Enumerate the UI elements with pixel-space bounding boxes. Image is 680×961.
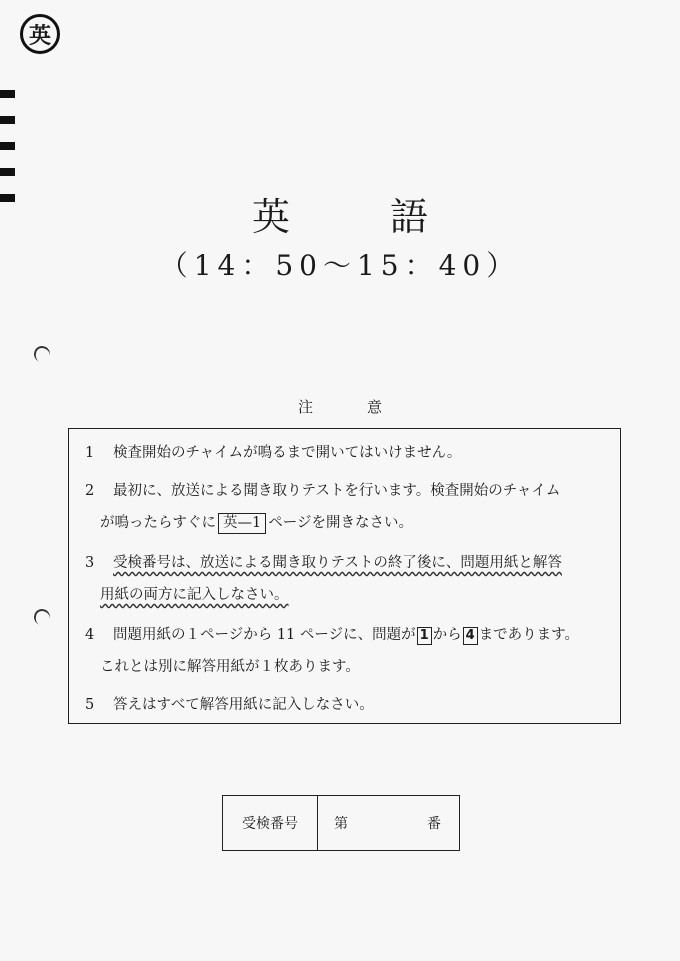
punch-hole [32,344,52,364]
item-number: 4 [85,627,95,643]
subject-badge: 英 [20,14,60,54]
item-text: 問題用紙の１ページから 11 ページに、問題が [113,627,416,643]
item-text: 検査開始のチャイムが鳴るまで開いてはいけません。 [113,445,462,461]
exam-number-box [222,795,460,851]
exam-time: （14：50～15：40） [159,249,521,282]
page-reference-box: 英—1 [218,513,266,534]
item-number: 2 [85,483,95,499]
notice-item-1 [85,441,461,462]
item-text-underlined: 用紙の両方に記入しなさい。 [100,587,289,603]
item-text-underlined: 受検番号は、放送による聞き取りテストの終了後に、問題用紙と解答 [113,555,562,571]
exam-number-prefix: 第 [334,816,348,832]
notice-box [68,428,621,724]
notice-item-4 [85,623,579,645]
page-title: 英語 [251,195,528,239]
item-text: から [432,627,462,643]
item-text: が鳴ったらすぐに [100,515,216,531]
binding-mark [0,142,15,150]
item-text: 答えはすべて解答用紙に記入しなさい。 [113,697,374,713]
notice-item-3-cont [100,583,289,604]
item-text: これとは別に解答用紙が１枚あります。 [100,659,360,675]
exam-number-label: 受検番号 [223,796,318,850]
notice-item-5 [85,693,374,714]
item-text: 最初に、放送による聞き取りテストを行います。検査開始のチャイム [113,483,561,499]
binding-mark [0,168,15,176]
binding-mark [0,90,15,98]
notice-item-2-cont [100,511,413,534]
question-number-box: 4 [463,627,478,645]
punch-hole [32,607,52,627]
notice-item-2 [85,479,560,500]
item-text: まであります。 [478,627,580,643]
question-number-box: 1 [417,627,432,645]
item-number: 3 [85,555,95,571]
exam-number-field[interactable] [318,796,459,850]
notice-heading: 注意 [297,398,436,416]
binding-mark [0,116,15,124]
item-number: 1 [85,445,95,461]
item-number: 5 [85,697,95,713]
notice-item-3 [85,551,562,572]
notice-item-4-cont [100,655,360,676]
item-text: ページを開きなさい。 [268,515,413,531]
exam-number-suffix: 番 [427,816,441,832]
